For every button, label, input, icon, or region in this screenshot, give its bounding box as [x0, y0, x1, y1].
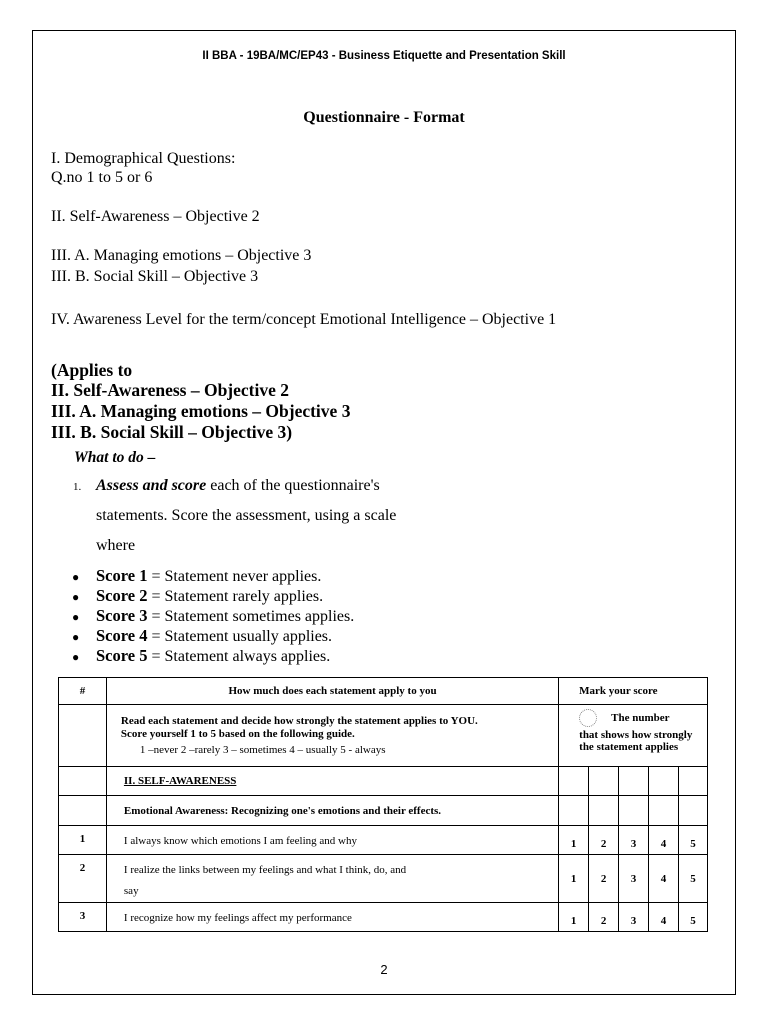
section-heading: II. SELF-AWARENESS — [106, 767, 558, 796]
table-row — [59, 903, 708, 932]
score-option-5[interactable]: 5 — [678, 903, 707, 932]
subsection-heading: Emotional Awareness: Recognizing one's emotions and their effects. — [106, 796, 558, 826]
what-to-do-heading: What to do – — [74, 449, 156, 466]
applies-line-4: III. B. Social Skill – Objective 3) — [51, 422, 293, 442]
score-label: Score 2 — [96, 586, 148, 605]
questionnaire-table — [58, 677, 708, 932]
course-header: II BBA - 19BA/MC/EP43 - Business Etiquette and Presentation Skill — [202, 50, 566, 62]
step-line-1 — [96, 477, 380, 495]
score-text: = Statement always applies. — [147, 648, 331, 665]
self-awareness-line: II. Self-Awareness – Objective 2 — [51, 208, 260, 225]
score-label: Score 5 — [96, 646, 148, 665]
managing-emotions-line: III. A. Managing emotions – Objective 3 — [51, 247, 312, 264]
score-label: Score 1 — [96, 566, 148, 585]
score-option-5[interactable]: 5 — [678, 855, 707, 903]
score-option-1[interactable]: 1 — [559, 855, 589, 903]
row-statement-text-cont: say — [123, 885, 139, 897]
row-number: 1 — [59, 826, 107, 855]
demographic-questions: Q.no 1 to 5 or 6 — [51, 169, 153, 186]
awareness-level-line: IV. Awareness Level for the term/concept Emotional Intelligence – Objective 1 — [51, 311, 557, 328]
legend-line-3: the statement applies — [579, 741, 679, 753]
step-line-2: statements. Score the assessment, using a scale — [96, 507, 397, 524]
score-item — [96, 586, 323, 606]
bullet-icon: ● — [72, 570, 80, 584]
row-statement — [106, 826, 558, 855]
col-number-header: # — [59, 678, 107, 705]
score-label: Score 4 — [96, 626, 148, 645]
legend-line-2: that shows how strongly — [579, 729, 693, 741]
row-number: 2 — [59, 855, 107, 903]
col-score-header: Mark your score — [559, 678, 708, 705]
score-text: = Statement sometimes applies. — [147, 608, 355, 625]
step-emphasis: Assess and score — [96, 477, 207, 494]
legend-cell — [559, 705, 708, 767]
score-option-2[interactable]: 2 — [589, 855, 619, 903]
score-label: Score 3 — [96, 606, 148, 625]
step-line-3: where — [96, 537, 136, 554]
score-text: = Statement usually applies. — [147, 628, 333, 645]
score-text: = Statement rarely applies. — [147, 588, 324, 605]
applies-line-1: (Applies to — [51, 360, 133, 380]
demographic-heading: I. Demographical Questions: — [51, 150, 236, 167]
instruction-line-2: Score yourself 1 to 5 based on the following guide. — [120, 728, 355, 740]
bullet-icon: ● — [72, 650, 80, 664]
col-statement-header: How much does each statement apply to you — [106, 678, 558, 705]
score-item — [96, 566, 321, 586]
instruction-line-1: Read each statement and decide how strongly the statement applies to YOU. — [120, 715, 478, 727]
circle-icon — [579, 709, 597, 727]
table-row — [59, 826, 708, 855]
score-option-3[interactable]: 3 — [619, 826, 649, 855]
instruction-scale: 1 –never 2 –rarely 3 – sometimes 4 – usually 5 - always — [139, 744, 386, 756]
instruction-cell — [106, 705, 558, 767]
score-option-5[interactable]: 5 — [678, 826, 707, 855]
score-option-2[interactable]: 2 — [589, 903, 619, 932]
page-title: Questionnaire - Format — [303, 109, 465, 126]
score-item — [96, 626, 332, 646]
score-text: = Statement never applies. — [147, 568, 322, 585]
bullet-icon: ● — [72, 630, 80, 644]
row-statement-text: I always know which emotions I am feeling and why — [123, 835, 357, 847]
step-number: 1. — [73, 481, 82, 493]
section-row — [59, 767, 708, 796]
subsection-row — [59, 796, 708, 826]
row-statement — [106, 903, 558, 932]
bullet-icon: ● — [72, 590, 80, 604]
score-option-4[interactable]: 4 — [649, 903, 679, 932]
table-header-row — [59, 678, 708, 705]
step-rest: each of the questionnaire's — [206, 477, 380, 494]
applies-line-3: III. A. Managing emotions – Objective 3 — [51, 401, 351, 421]
row-statement-text: I realize the links between my feelings and what I think, do, and — [123, 864, 407, 876]
score-option-2[interactable]: 2 — [589, 826, 619, 855]
score-option-1[interactable]: 1 — [559, 903, 589, 932]
score-item — [96, 646, 330, 666]
instruction-row — [59, 705, 708, 767]
score-option-3[interactable]: 3 — [619, 855, 649, 903]
score-item — [96, 606, 354, 626]
row-statement — [106, 855, 558, 903]
row-statement-text: I recognize how my feelings affect my performance — [123, 912, 352, 924]
score-option-4[interactable]: 4 — [649, 826, 679, 855]
score-option-3[interactable]: 3 — [619, 903, 649, 932]
bullet-icon: ● — [72, 610, 80, 624]
score-option-1[interactable]: 1 — [559, 826, 589, 855]
page-number: 2 — [380, 962, 388, 977]
table-row — [59, 855, 708, 903]
social-skill-line: III. B. Social Skill – Objective 3 — [51, 268, 259, 285]
legend-line-1: The number — [611, 711, 670, 724]
score-option-4[interactable]: 4 — [649, 855, 679, 903]
applies-line-2: II. Self-Awareness – Objective 2 — [51, 380, 289, 400]
row-number: 3 — [59, 903, 107, 932]
